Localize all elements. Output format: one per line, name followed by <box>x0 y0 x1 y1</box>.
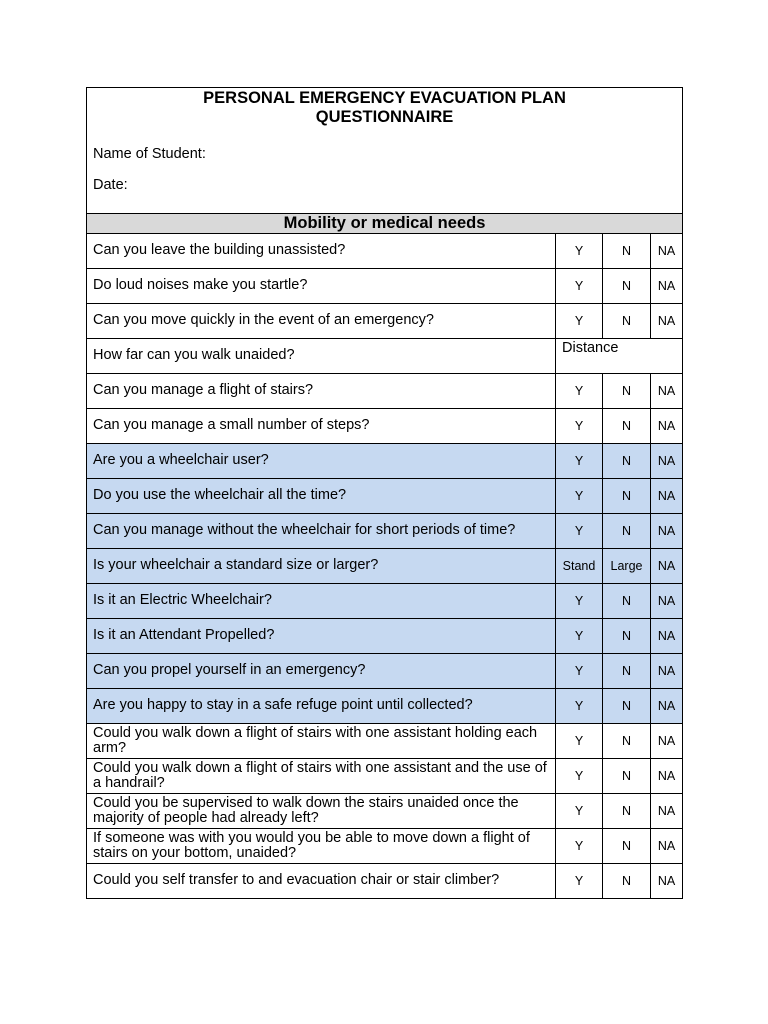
answer-option-na[interactable]: NA <box>651 409 683 444</box>
answer-option-no[interactable]: N <box>603 654 651 689</box>
answer-option-na[interactable]: NA <box>651 794 683 829</box>
question-row <box>87 409 683 444</box>
answer-option-no[interactable]: N <box>603 409 651 444</box>
answer-option-yes[interactable]: Y <box>556 689 603 724</box>
student-name-label: Name of Student: <box>93 146 206 162</box>
questionnaire-page <box>86 87 682 899</box>
question-row <box>87 304 683 339</box>
question-row <box>87 794 683 829</box>
answer-option-no[interactable]: N <box>603 619 651 654</box>
answer-option-yes[interactable]: Y <box>556 234 603 269</box>
answer-option-na[interactable]: NA <box>651 689 683 724</box>
question-row <box>87 339 683 374</box>
answer-option-na[interactable]: NA <box>651 759 683 794</box>
question-text: Can you manage without the wheelchair for short periods of time? <box>87 514 556 549</box>
questionnaire-table <box>86 87 683 899</box>
answer-option-no[interactable]: N <box>603 689 651 724</box>
question-text: Can you leave the building unassisted? <box>87 234 556 269</box>
form-title-line-2: QUESTIONNAIRE <box>315 108 454 126</box>
answer-option-no[interactable]: N <box>603 514 651 549</box>
answer-option-no[interactable]: N <box>603 269 651 304</box>
answer-option-yes[interactable]: Y <box>556 724 603 759</box>
form-title-line-1: PERSONAL EMERGENCY EVACUATION PLAN <box>203 89 566 107</box>
answer-option-yes[interactable]: Y <box>556 584 603 619</box>
question-text: Is it an Attendant Propelled? <box>87 619 556 654</box>
answer-option-yes[interactable]: Y <box>556 829 603 864</box>
answer-option-na[interactable]: NA <box>651 864 683 899</box>
answer-option-na[interactable]: NA <box>651 654 683 689</box>
question-text: Is your wheelchair a standard size or larger? <box>87 549 556 584</box>
answer-option-yes[interactable]: Y <box>556 759 603 794</box>
answer-option-no[interactable]: N <box>603 374 651 409</box>
answer-option-na[interactable]: NA <box>651 514 683 549</box>
answer-option-na[interactable]: NA <box>651 549 683 584</box>
question-row <box>87 689 683 724</box>
answer-option-no[interactable]: N <box>603 304 651 339</box>
answer-option-no[interactable]: N <box>603 234 651 269</box>
answer-option-yes[interactable]: Y <box>556 269 603 304</box>
answer-option-na[interactable]: NA <box>651 829 683 864</box>
answer-option-na[interactable]: NA <box>651 619 683 654</box>
answer-option-yes[interactable]: Y <box>556 654 603 689</box>
question-text: Can you manage a small number of steps? <box>87 409 556 444</box>
answer-option-na[interactable]: NA <box>651 444 683 479</box>
answer-option-yes[interactable]: Y <box>556 374 603 409</box>
answer-option-na[interactable]: NA <box>651 304 683 339</box>
question-row <box>87 619 683 654</box>
question-text: Can you move quickly in the event of an emergency? <box>87 304 556 339</box>
question-text: Could you self transfer to and evacuation chair or stair climber? <box>87 864 556 899</box>
answer-option-na[interactable]: NA <box>651 269 683 304</box>
question-row <box>87 584 683 619</box>
form-header <box>87 88 683 214</box>
answer-option-no[interactable]: N <box>603 584 651 619</box>
form-title <box>87 89 682 127</box>
answer-option-no[interactable]: N <box>603 864 651 899</box>
answer-option-yes[interactable]: Y <box>556 304 603 339</box>
section-heading: Mobility or medical needs <box>87 214 683 234</box>
question-text: If someone was with you would you be able to move down a flight of stairs on your bottom, unaided? <box>87 829 556 864</box>
answer-option-no[interactable]: N <box>603 479 651 514</box>
question-text: Do you use the wheelchair all the time? <box>87 479 556 514</box>
question-text: Can you manage a flight of stairs? <box>87 374 556 409</box>
answer-option-no[interactable]: Large <box>603 549 651 584</box>
question-row <box>87 654 683 689</box>
question-row <box>87 829 683 864</box>
answer-option-yes[interactable]: Y <box>556 479 603 514</box>
answer-option-no[interactable]: N <box>603 724 651 759</box>
question-row <box>87 864 683 899</box>
question-row <box>87 549 683 584</box>
question-text: How far can you walk unaided? <box>87 339 556 374</box>
answer-option-yes[interactable]: Y <box>556 619 603 654</box>
answer-option-yes[interactable]: Y <box>556 514 603 549</box>
answer-option-na[interactable]: NA <box>651 584 683 619</box>
answer-option-na[interactable]: NA <box>651 479 683 514</box>
answer-option-yes[interactable]: Stand <box>556 549 603 584</box>
answer-option-no[interactable]: N <box>603 444 651 479</box>
question-row <box>87 724 683 759</box>
answer-option-yes[interactable]: Y <box>556 864 603 899</box>
question-text: Are you happy to stay in a safe refuge point until collected? <box>87 689 556 724</box>
question-text: Could you walk down a flight of stairs with one assistant holding each arm? <box>87 724 556 759</box>
answer-option-na[interactable]: NA <box>651 374 683 409</box>
date-label: Date: <box>93 177 128 193</box>
distance-field[interactable]: Distance <box>556 339 683 374</box>
answer-option-yes[interactable]: Y <box>556 794 603 829</box>
question-row <box>87 269 683 304</box>
question-text: Do loud noises make you startle? <box>87 269 556 304</box>
answer-option-na[interactable]: NA <box>651 724 683 759</box>
question-text: Are you a wheelchair user? <box>87 444 556 479</box>
answer-option-na[interactable]: NA <box>651 234 683 269</box>
question-text: Is it an Electric Wheelchair? <box>87 584 556 619</box>
question-text: Could you be supervised to walk down the stairs unaided once the majority of people had already left? <box>87 794 556 829</box>
question-row <box>87 234 683 269</box>
question-row <box>87 514 683 549</box>
answer-option-yes[interactable]: Y <box>556 444 603 479</box>
question-text: Can you propel yourself in an emergency? <box>87 654 556 689</box>
answer-option-no[interactable]: N <box>603 759 651 794</box>
answer-option-yes[interactable]: Y <box>556 409 603 444</box>
question-row <box>87 479 683 514</box>
answer-option-no[interactable]: N <box>603 794 651 829</box>
question-text: Could you walk down a flight of stairs with one assistant and the use of a handrail? <box>87 759 556 794</box>
answer-option-no[interactable]: N <box>603 829 651 864</box>
question-row <box>87 444 683 479</box>
question-row <box>87 374 683 409</box>
question-row <box>87 759 683 794</box>
